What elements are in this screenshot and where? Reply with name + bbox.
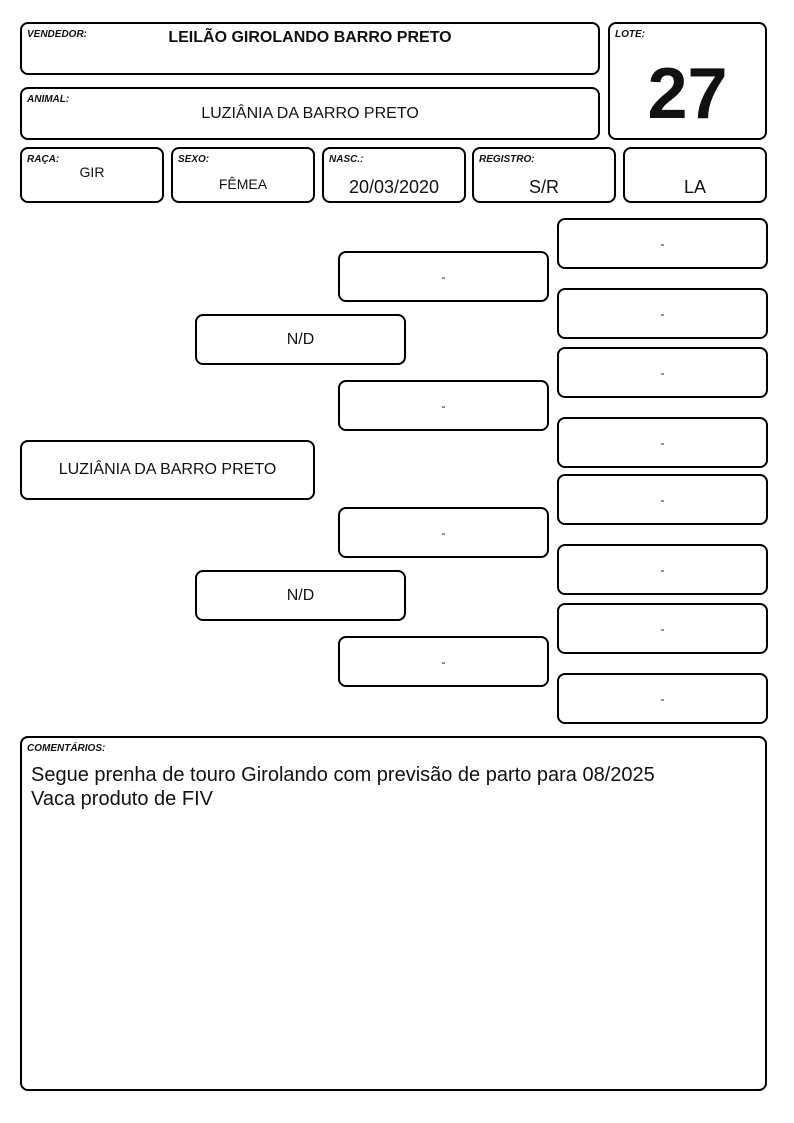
extra-box [623,147,767,203]
registro-label: REGISTRO: [479,154,535,165]
pedigree-great-grandparent: - [557,544,768,595]
pedigree-grandparent: - [338,380,549,431]
animal-label: ANIMAL: [27,94,70,105]
pedigree-animal: LUZIÂNIA DA BARRO PRETO [20,440,315,500]
comments-line: Segue prenha de touro Girolando com previsão de parto para 08/2025 [31,764,655,786]
lote-box [608,22,767,140]
comments-line: Vaca produto de FIV [31,788,213,810]
animal-value: LUZIÂNIA DA BARRO PRETO [201,105,419,122]
sexo-value: FÊMEA [218,176,268,192]
pedigree-sire: N/D [195,314,406,365]
pedigree-great-grandparent: - [557,417,768,468]
vendedor-box [20,22,600,75]
sexo-box [171,147,315,203]
comments-label: COMENTÁRIOS: [27,743,106,754]
pedigree-grandparent: - [338,636,549,687]
lote-label: LOTE: [615,29,645,40]
pedigree-dam: N/D [195,570,406,621]
sexo-label: SEXO: [178,154,210,165]
pedigree-great-grandparent: - [557,673,768,724]
pedigree-great-grandparent: - [557,288,768,339]
vendedor-value: LEILÃO GIROLANDO BARRO PRETO [168,29,452,46]
lote-value: 27 [647,54,728,134]
nasc-box [322,147,466,203]
raca-label: RAÇA: [27,154,60,165]
pedigree-grandparent: - [338,507,549,558]
comments-text [31,763,755,811]
pedigree-great-grandparent: - [557,474,768,525]
pedigree-grandparent: - [338,251,549,302]
nasc-value: 20/03/2020 [348,177,440,197]
animal-box [20,87,600,140]
registro-value: S/R [528,177,559,197]
raca-value: GIR [79,164,105,180]
registro-box [472,147,616,203]
raca-box [20,147,164,203]
nasc-label: NASC.: [329,154,364,165]
comments-box [20,736,767,1091]
pedigree-great-grandparent: - [557,603,768,654]
vendedor-label: VENDEDOR: [27,29,88,40]
pedigree-great-grandparent: - [557,347,768,398]
pedigree-great-grandparent: - [557,218,768,269]
extra-value: LA [683,177,707,197]
